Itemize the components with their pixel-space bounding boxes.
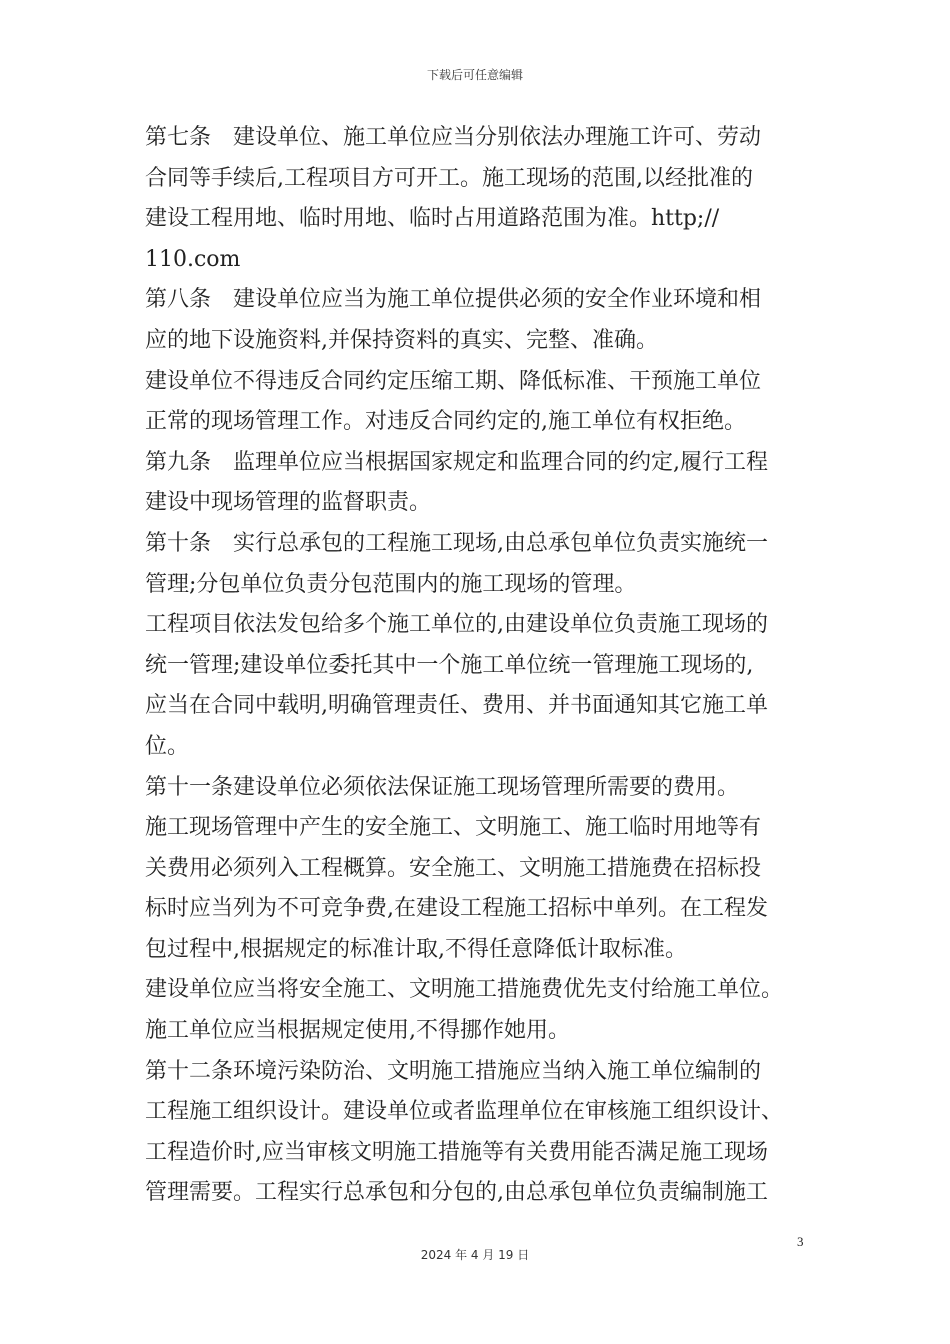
text-line: 建设中现场管理的监督职责。 <box>145 490 432 516</box>
text-line: 第九条 监理单位应当根据国家规定和监理合同的约定,履行工程 <box>145 449 768 475</box>
text-line: 标时应当列为不可竞争费,在建设工程施工招标中单列。在工程发 <box>145 896 768 922</box>
text-line: 应当在合同中载明,明确管理责任、费用、并书面通知其它施工单 <box>145 693 768 719</box>
text-line: 关费用必须列入工程概算。安全施工、文明施工措施费在招标投 <box>145 855 762 881</box>
text-line: 第七条 建设单位、施工单位应当分别依法办理施工许可、劳动 <box>145 125 762 150</box>
text-line: 建设单位应当将安全施工、文明施工措施费优先支付给施工单位。 <box>145 977 784 1003</box>
page-footer-date: 2024 年 4 月 19 日 <box>420 1248 530 1262</box>
text-line: 工程施工组织设计。建设单位或者监理单位在审核施工组织设计、 <box>145 1099 784 1125</box>
text-line: 第十条 实行总承包的工程施工现场,由总承包单位负责实施统一 <box>145 530 768 556</box>
text-line: 管理需要。工程实行总承包和分包的,由总承包单位负责编制施工 <box>145 1180 768 1206</box>
text-line: 管理;分包单位负责分包范围内的施工现场的管理。 <box>145 571 637 597</box>
text-line: 工程造价时,应当审核文明施工措施等有关费用能否满足施工现场 <box>145 1139 768 1165</box>
text-line: 位。 <box>145 733 190 759</box>
text-line: 第十二条环境污染防治、文明施工措施应当纳入施工单位编制的 <box>145 1058 762 1084</box>
text-line: 建设工程用地、临时用地、临时占用道路范围为准。http;// <box>145 206 720 232</box>
body-text <box>145 118 815 1214</box>
text-line: 正常的现场管理工作。对违反合同约定的,施工单位有权拒绝。 <box>145 409 746 435</box>
text-line: 工程项目依法发包给多个施工单位的,由建设单位负责施工现场的 <box>145 612 768 638</box>
page-header: 下载后可任意编辑 <box>426 68 523 82</box>
text-line: 第八条 建设单位应当为施工单位提供必须的安全作业环境和相 <box>145 287 762 313</box>
text-line: 第十一条建设单位必须依法保证施工现场管理所需要的费用。 <box>145 774 740 800</box>
text-line: 合同等手续后,工程项目方可开工。施工现场的范围,以经批准的 <box>145 165 753 191</box>
text-line: 建设单位不得违反合同约定压缩工期、降低标准、干预施工单位 <box>145 368 762 394</box>
text-line: 应的地下设施资料,并保持资料的真实、完整、准确。 <box>145 327 658 353</box>
text-line: 施工单位应当根据规定使用,不得挪作她用。 <box>145 1018 570 1044</box>
text-line: 包过程中,根据规定的标准计取,不得任意降低计取标准。 <box>145 936 687 962</box>
text-line: 统一管理;建设单位委托其中一个施工单位统一管理施工现场的, <box>145 652 754 678</box>
text-line: 110.com <box>145 246 241 272</box>
page-number: 3 <box>797 1234 804 1249</box>
text-line: 施工现场管理中产生的安全施工、文明施工、施工临时用地等有 <box>145 815 762 841</box>
